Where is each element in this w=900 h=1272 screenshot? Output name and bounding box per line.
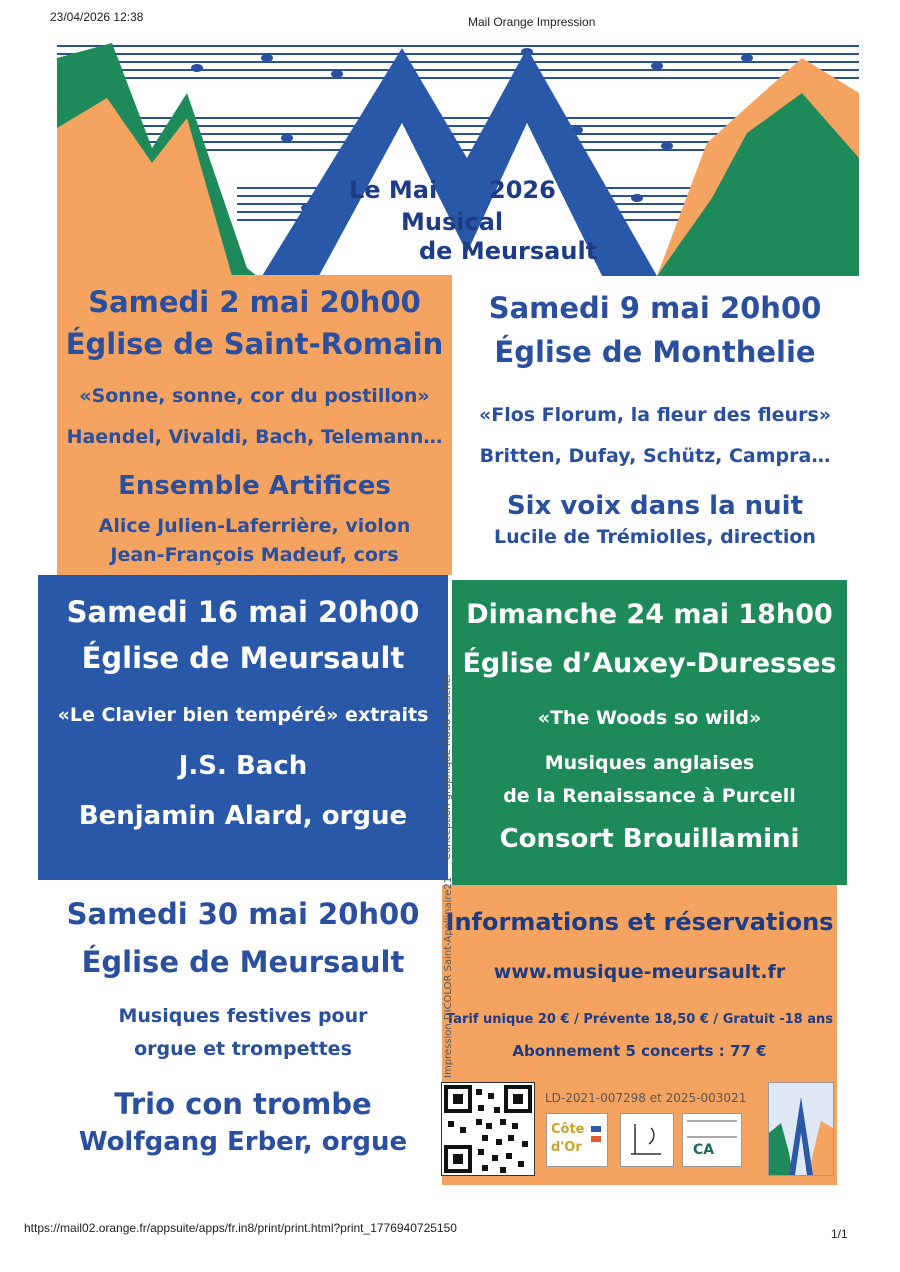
concert-2-composers: Britten, Dufay, Schütz, Campra… (479, 445, 831, 467)
banner-title-le-mai: Le Mai (349, 176, 438, 204)
concert-5-artist-1: Wolfgang Erber, orgue (78, 1127, 408, 1157)
concert-1-program: «Sonne, sonne, cor du postillon» (79, 385, 430, 407)
graphic-design-credit: Conception graphique Maud Gaucher (442, 673, 453, 860)
cote-dor-logo-text-2: d'Or (551, 1140, 582, 1155)
concert-4-composers-2: de la Renaissance à Purcell (503, 785, 796, 807)
concert-2-ensemble: Six voix dans la nuit (506, 491, 804, 521)
composer-logo-icon (620, 1113, 674, 1167)
concert-5-venue: Église de Meursault (81, 945, 405, 979)
concert-2-date: Samedi 9 mai 20h00 (488, 291, 822, 325)
banner-title-musical: Musical (401, 208, 504, 236)
concert-5-program-1: Musiques festives pour (118, 1005, 368, 1027)
concert-1-artist-1: Alice Julien-Laferrière, violon (98, 515, 411, 537)
concert-4-ensemble: Consort Brouillamini (499, 824, 800, 854)
concert-4-date: Dimanche 24 mai 18h00 (466, 599, 833, 630)
print-url[interactable]: https://mail02.orange.fr/appsuite/apps/fr.in8/print/print.html?print_1776940725150 (24, 1221, 457, 1235)
concert-4-composers-1: Musiques anglaises (544, 752, 755, 774)
info-pricing: Tarif unique 20 € / Prévente 18,50 € / Gratuit -18 ans (446, 1012, 833, 1027)
cote-dor-logo-text-1: Côte (551, 1122, 585, 1137)
print-datetime: 23/04/2026 12:38 (50, 10, 144, 24)
license-number: LD-2021-007298 et 2025-003021 (545, 1091, 747, 1105)
concert-3-program: «Le Clavier bien tempéré» extraits (57, 704, 429, 726)
mai-musical-logo (768, 1082, 834, 1176)
concert-1-venue: Église de Saint-Romain (65, 327, 444, 361)
print-page-number: 1/1 (831, 1227, 848, 1241)
concert-2-venue: Église de Monthelie (494, 335, 816, 369)
cote-dor-logo (546, 1113, 608, 1167)
concert-1-date: Samedi 2 mai 20h00 (88, 285, 421, 319)
concert-2-program: «Flos Florum, la fleur des fleurs» (478, 404, 832, 426)
info-heading: Informations et réservations (445, 908, 834, 936)
banner-title-year: 2026 (489, 176, 556, 204)
concert-5-program-2: orgue et trompettes (134, 1038, 352, 1060)
info-subscription: Abonnement 5 concerts : 77 € (512, 1042, 767, 1060)
concert-3-date: Samedi 16 mai 20h00 (66, 595, 420, 629)
concert-3-venue: Église de Meursault (81, 641, 405, 675)
concert-1-ensemble: Ensemble Artifices (118, 471, 391, 501)
banner-title-meursault: de Meursault (419, 237, 598, 265)
concert-3-composers: J.S. Bach (178, 751, 308, 781)
poster-banner (57, 38, 859, 276)
info-website[interactable]: www.musique-meursault.fr (493, 961, 786, 983)
concert-5-ensemble: Trio con trombe (114, 1087, 372, 1121)
concert-4-program: «The Woods so wild» (537, 707, 762, 729)
credit-agricole-logo (682, 1113, 742, 1167)
qr-code-icon (441, 1082, 535, 1176)
concert-2-artist-1: Lucile de Trémiolles, direction (494, 526, 816, 548)
concert-1-artist-2: Jean-François Madeuf, cors (110, 544, 399, 566)
credit-agricole-logo-text: CA (693, 1142, 715, 1158)
printer-credit: Impression DICOLOR Saint-Apollinaire21 (443, 876, 454, 1078)
concert-5-date: Samedi 30 mai 20h00 (66, 897, 420, 931)
concert-3-artist-1: Benjamin Alard, orgue (78, 801, 408, 831)
print-title: Mail Orange Impression (468, 15, 596, 29)
concert-4-venue: Église d’Auxey-Duresses (462, 648, 837, 679)
concert-1-composers: Haendel, Vivaldi, Bach, Telemann… (66, 426, 443, 448)
